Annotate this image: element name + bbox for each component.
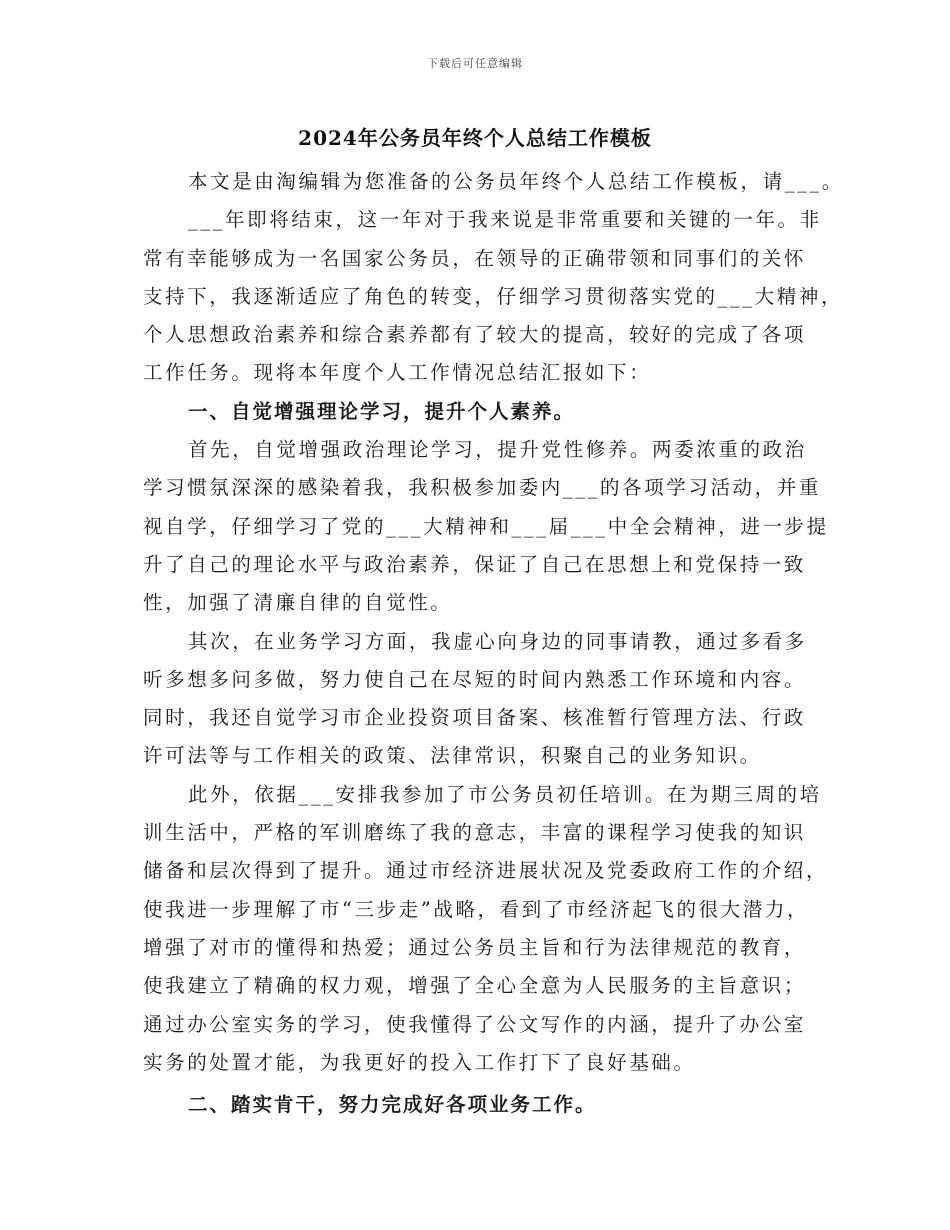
- text-line: 同时，我还自觉学习市企业投资项目备案、核准暂行管理方法、行政: [143, 706, 807, 730]
- text-line: 升了自己的理论水平与政治素养，保证了自己在思想上和党保持一致: [143, 552, 807, 576]
- text-line: 视自学，仔细学习了党的___大精神和___届___中全会精神，进一步提: [143, 514, 829, 538]
- text-line: 训生活中，严格的军训磨练了我的意志，丰富的课程学习使我的知识: [143, 821, 807, 845]
- text-line: 首先，自觉增强政治理论学习，提升党性修养。两委浓重的政治: [188, 438, 807, 462]
- text-line: 听多想多问多做，努力使自己在尽短的时间内熟悉工作环境和内容。: [143, 667, 807, 691]
- text-line: 通过办公室实务的学习，使我懂得了公文写作的内涵，提升了办公室: [143, 1012, 807, 1036]
- text-line: 常有幸能够成为一名国家公务员，在领导的正确带领和同事们的关怀: [143, 246, 807, 270]
- text-line: 储备和层次得到了提升。通过市经济进展状况及党委政府工作的介绍，: [143, 859, 829, 883]
- text-line: 个人思想政治素养和综合素养都有了较大的提高，较好的完成了各项: [143, 323, 807, 347]
- document-title: 2024年公务员年终个人总结工作模板: [298, 126, 652, 150]
- document-body: [143, 163, 844, 1124]
- text-line: 学习惯氛深深的感染着我，我积极参加委内___的各项学习活动，并重: [143, 476, 821, 500]
- header-note: 下载后可任意编辑: [427, 57, 523, 70]
- text-line: 许可法等与工作相关的政策、法律常识，积聚自己的业务知识。: [143, 744, 762, 768]
- section-heading: 二、踏实肯干，努力完成好各项业务工作。: [188, 1093, 597, 1117]
- text-line: 本文是由淘编辑为您准备的公务员年终个人总结工作模板，请___。: [188, 170, 844, 193]
- text-line: 实务的处置才能，为我更好的投入工作打下了良好基础。: [143, 1050, 696, 1074]
- text-line: 性，加强了清廉自律的自觉性。: [143, 591, 453, 615]
- text-line: 增强了对市的懂得和热爱；通过公务员主旨和行为法律规范的教育，: [143, 935, 807, 959]
- text-line: 此外，依据___安排我参加了市公务员初任培训。在为期三周的培: [188, 782, 822, 806]
- section-heading: 一、自觉增强理论学习，提升个人素养。: [188, 399, 576, 423]
- text-line: 其次，在业务学习方面，我虚心向身边的同事请教，通过多看多: [188, 629, 807, 653]
- text-line: ___年即将结束，这一年对于我来说是非常重要和关键的一年。非: [188, 208, 822, 232]
- text-line: 工作任务。现将本年度个人工作情况总结汇报如下：: [143, 361, 652, 385]
- text-line: 使我建立了精确的权力观，增强了全心全意为人民服务的主旨意识；: [143, 974, 807, 998]
- text-line: 使我进一步理解了市“三步走”战略，看到了市经济起飞的很大潜力，: [143, 897, 810, 921]
- text-line: 支持下，我逐渐适应了角色的转变，仔细学习贯彻落实党的___大精神，: [143, 284, 844, 308]
